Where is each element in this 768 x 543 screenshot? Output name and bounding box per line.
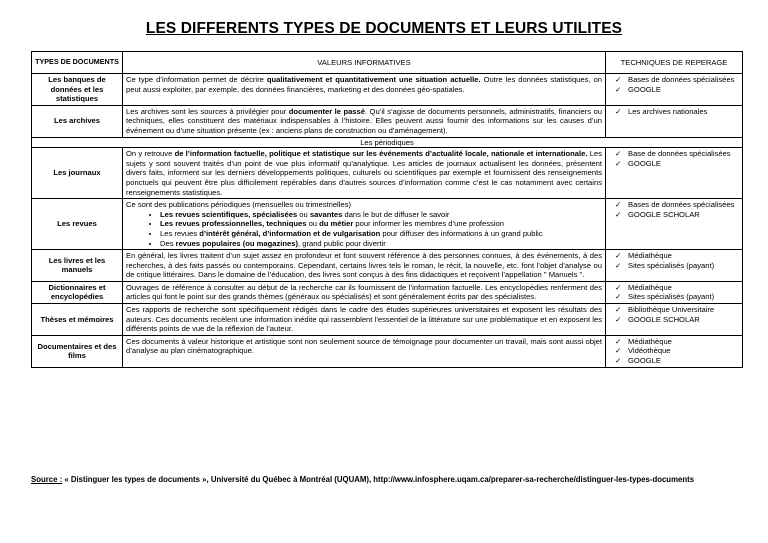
document-type: Les banques de données et les statistiques [32, 74, 123, 106]
technique-item [609, 305, 739, 315]
text-run: Ce type d’information permet de décrire [126, 75, 267, 84]
checkmark-icon: ✓ [615, 305, 622, 315]
technique-label: GOOGLE [628, 84, 661, 94]
header-valeurs: VALEURS INFORMATIVES [123, 52, 606, 74]
bold-text: Les revues scientifiques, spécialisées [160, 209, 298, 219]
bullet-item [160, 229, 602, 239]
text-run: ou [297, 209, 310, 219]
technique-list [609, 149, 739, 168]
table-row [32, 74, 743, 106]
bold-text: qualitativement et quantitativement une situation actuelle. [266, 75, 481, 84]
text-run: Les sujets y sont souvent traités d’un point de vue plus informatif qu’analytique. Les articles de journaux actualisent les données, présentent divers faits, informent sur les derniers développements politiques, culturels ou scientifiques par exemple et fournissent des renseignements ponctuels qui peuvent être plus difficilement repérables dans d’autres sources d’information comme c’est le cas notamment avec certains renseignements statistiques. [126, 149, 602, 197]
text-run: Ouvrages de référence à consulter au début de la recherche car ils fournissent de l’information factuelle. Les encyclopédies renferment des articles qui font le point sur des grands thèmes (généraux ou spécialisés) et sont généralement écrits par des spécialistes. [126, 282, 602, 302]
checkmark-icon: ✓ [615, 106, 622, 116]
document-type: Thèses et mémoires [32, 304, 123, 336]
checkmark-icon: ✓ [615, 356, 622, 366]
technique-label: Médiathèque [628, 251, 672, 261]
text-run: En général, les livres traitent d’un sujet assez en profondeur et font souvent référence à des personnes connues, à des événements, à des recherches, à des faits passés ou contemporains. Cependant, certains livres tels le roman, le récit, la nouvelle, etc. font l’objet d’analyse ou de critique littéraires. Dans le domaine de l’éducation, des livres sont conçus à des fins didactiques et reçoivent l’appellation " Manuels ". [126, 251, 602, 280]
table-row [32, 199, 743, 250]
header-types: TYPES DE DOCUMENTS [32, 52, 123, 74]
document-type: Dictionnaires et encyclopédies [32, 281, 123, 303]
text-run: Ces rapports de recherche sont spécifiquement rédigés dans le cadre des études supérieures universitaires et exposent les résultats des auteurs. Ces documents recèlent une information inédite qui rassemblent l’essentiel de la littérature sur une problématique et en exposent les différents points de vue de la réflexion de l’auteur. [126, 305, 602, 334]
checkmark-icon: ✓ [615, 260, 622, 270]
checkmark-icon: ✓ [615, 209, 622, 219]
technique-label: Sites spécialisés (payant) [628, 260, 715, 270]
text-run: pour diffuser des informations à un grand public [380, 228, 543, 238]
checkmark-icon: ✓ [615, 314, 622, 324]
text-run: Outre les données statistiques, on peut aussi exploiter, par exemple, des données financières, marketing et des données géo-spatiales. [126, 75, 602, 94]
bold-text: savantes [309, 209, 343, 219]
checkmark-icon: ✓ [615, 336, 622, 346]
header-techniques: TECHNIQUES DE REPERAGE [606, 52, 743, 74]
document-type: Les archives [32, 105, 123, 137]
text-run: On y retrouve [126, 149, 175, 159]
text-run: ou [306, 219, 320, 229]
page-title: LES DIFFERENTS TYPES DE DOCUMENTS ET LEURS UTILITES [145, 20, 623, 37]
text-run: Ces documents à valeur historique et artistique sont non seulement source de témoignage pour documenter un travail, mais sont aussi objet d’analyse au plan cinématographique. [126, 336, 602, 356]
technique-label: Vidéothèque [628, 346, 671, 356]
technique-item [609, 261, 739, 271]
bullet-item [160, 239, 602, 249]
checkmark-icon: ✓ [615, 158, 622, 168]
document-type: Les revues [32, 199, 123, 250]
bullet-item [160, 219, 602, 229]
section-separator: Les périodiques [32, 137, 743, 148]
checkmark-icon: ✓ [615, 149, 622, 159]
search-techniques [606, 199, 743, 250]
text-run: Les revues [160, 228, 200, 238]
technique-item [609, 149, 739, 159]
informative-value [123, 74, 606, 106]
search-techniques [606, 148, 743, 199]
text-run: Les archives sont les sources à privilégier pour [126, 106, 289, 116]
search-techniques [606, 250, 743, 282]
technique-item [609, 159, 739, 169]
text-run: dans le but de diffuser le savoir [342, 209, 450, 219]
technique-label: Bases de données spécialisées [628, 200, 735, 210]
informative-value [123, 281, 606, 303]
checkmark-icon: ✓ [615, 200, 622, 210]
technique-item [609, 356, 739, 366]
informative-value [123, 148, 606, 199]
search-techniques [606, 74, 743, 106]
technique-item [609, 315, 739, 325]
informative-value [123, 199, 606, 250]
table-row [32, 148, 743, 199]
technique-label: GOOGLE SCHOLAR [628, 209, 700, 219]
header-row [32, 52, 743, 74]
bold-text: d’intérêt général, d’information et de vulgarisation [199, 228, 381, 238]
table-row [32, 105, 743, 137]
source-label: Source : [31, 475, 63, 484]
technique-list [609, 337, 739, 366]
technique-label: Les archives nationales [628, 106, 708, 116]
bold-text: de l’information factuelle, politique et statistique sur les événements d’actualité locale, nationale et internationale. [174, 149, 588, 159]
technique-item [609, 107, 739, 117]
document-type: Documentaires et des films [32, 335, 123, 367]
document-type: Les journaux [32, 148, 123, 199]
technique-item [609, 346, 739, 356]
table-row [32, 281, 743, 303]
bold-text: documenter le passé [288, 106, 365, 116]
separator-row [32, 137, 743, 148]
checkmark-icon: ✓ [615, 75, 622, 84]
technique-item [609, 292, 739, 302]
text-run: pour informer les membres d’une profession [353, 219, 504, 229]
text-run: Des [160, 238, 176, 248]
informative-value [123, 105, 606, 137]
technique-label: Bibliothèque Universitaire [628, 305, 715, 315]
search-techniques [606, 281, 743, 303]
table-row [32, 250, 743, 282]
checkmark-icon: ✓ [615, 346, 622, 356]
technique-item [609, 85, 739, 95]
search-techniques [606, 105, 743, 137]
technique-label: Sites spécialisés (payant) [628, 292, 715, 302]
technique-label: GOOGLE [628, 158, 661, 168]
technique-item [609, 283, 739, 293]
technique-list [609, 305, 739, 324]
technique-item [609, 337, 739, 347]
technique-label: Base de données spécialisées [628, 149, 731, 159]
technique-list [609, 107, 739, 117]
technique-list [609, 283, 739, 302]
source-text: « Distinguer les types de documents », Université du Québec à Montréal (UQUAM), http://www.infosphere.uqam.ca/preparer-sa-recherche/distinguer-les-types-documents [62, 475, 695, 484]
text-run: , grand public pour divertir [298, 238, 386, 248]
bold-text: Les revues professionnelles, techniques [160, 219, 307, 229]
technique-label: GOOGLE SCHOLAR [628, 314, 700, 324]
search-techniques [606, 304, 743, 336]
technique-item [609, 210, 739, 220]
checkmark-icon: ✓ [615, 84, 622, 94]
checkmark-icon: ✓ [615, 292, 622, 302]
table-row [32, 304, 743, 336]
document-types-table [31, 51, 743, 368]
text-run: . Qu’il s’agisse de documents personnels, administratifs, financiers ou techniques, elles constituent des matériaux indispensables à l’histoire. Elles peuvent aussi fournir des informations sur les causes d’un événement ou d’une situation présente (ex : anciens plans de construction ou d’aménagement). [126, 106, 603, 135]
bullet-list [126, 210, 602, 248]
technique-list [609, 75, 739, 94]
informative-value [123, 335, 606, 367]
document-type: Les livres et les manuels [32, 250, 123, 282]
technique-label: Médiathèque [628, 282, 672, 292]
table-row [32, 335, 743, 367]
technique-list [609, 251, 739, 270]
search-techniques [606, 335, 743, 367]
technique-item [609, 251, 739, 261]
technique-item [609, 75, 739, 85]
technique-label: GOOGLE [628, 356, 661, 366]
source-citation [31, 474, 731, 485]
technique-list [609, 200, 739, 219]
text-run: Ce sont des publications périodiques (mensuelles ou trimestrielles) [126, 200, 351, 210]
technique-item [609, 200, 739, 210]
informative-value [123, 304, 606, 336]
technique-label: Médiathèque [628, 336, 672, 346]
table-body [32, 74, 743, 368]
informative-value [123, 250, 606, 282]
checkmark-icon: ✓ [615, 251, 622, 261]
checkmark-icon: ✓ [615, 282, 622, 292]
bold-text: revues populaires (ou magazines) [175, 238, 299, 248]
bullet-item [160, 210, 602, 220]
bold-text: du métier [319, 219, 354, 229]
technique-label: Bases de données spécialisées [628, 75, 735, 84]
